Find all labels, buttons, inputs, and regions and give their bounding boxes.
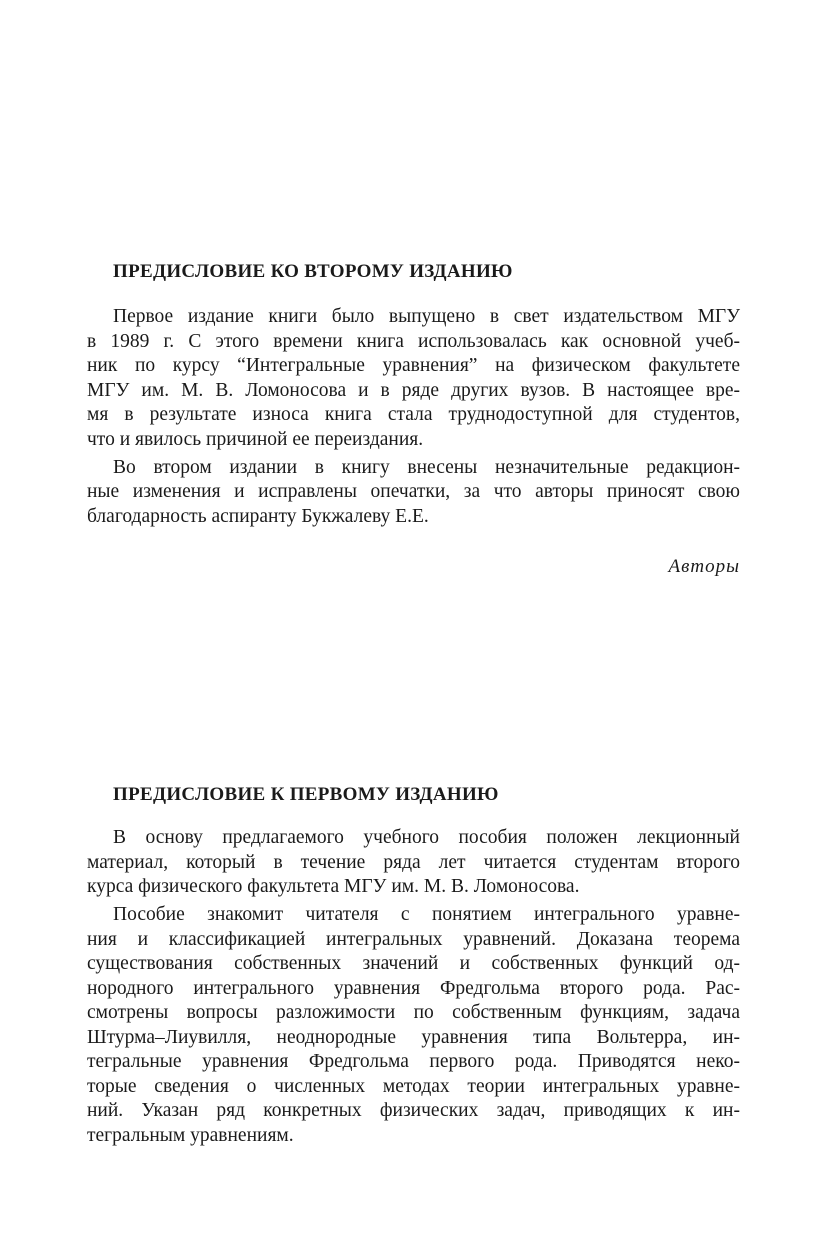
text-line: ник по курсу “Интегральные уравнения” на физическом факультете: [87, 355, 740, 376]
paragraph: [87, 826, 740, 900]
text-line: нородного интегрального уравнения Фредгольма второго рода. Рас-: [87, 977, 740, 999]
text-line: курса физического факультета МГУ им. М. В. Ломоносова.: [87, 876, 580, 897]
text-line: ний. Указан ряд конкретных физических задач, приводящих к ин-: [87, 1100, 740, 1121]
text-line: Штурма–Лиувилля, неоднородные уравнения типа Вольтерра, ин-: [87, 1026, 740, 1048]
section-body-first-edition: [87, 826, 740, 1148]
text-line: тегральные уравнения Фредгольма первого рода. Приводятся неко-: [87, 1051, 740, 1072]
text-line: МГУ им. М. В. Ломоносова и в ряде других вузов. В настоящее вре-: [87, 379, 740, 401]
text-line: В основу предлагаемого учебного пособия положен лекционный: [113, 827, 740, 848]
signature: Авторы: [668, 556, 740, 577]
text-line: смотрены вопросы разложимости по собственным функциям, задача: [87, 1002, 740, 1023]
text-line: торые сведения о численных методах теории интегральных уравне-: [87, 1075, 740, 1097]
paragraph: [87, 456, 740, 530]
text-line: материал, который в течение ряда лет читается студентам второго: [87, 851, 740, 873]
section-heading-second-edition: ПРЕДИСЛОВИЕ КО ВТОРОМУ ИЗДАНИЮ: [113, 261, 513, 282]
text-line: что и явилось причиной ее переиздания.: [87, 428, 424, 450]
text-line: Пособие знакомит читателя с понятием интегрального уравне-: [113, 904, 740, 925]
text-line: тегральным уравнениям.: [87, 1124, 294, 1146]
text-line: Во втором издании в книгу внесены незначительные редакцион-: [113, 456, 740, 478]
text-line: в 1989 г. С этого времени книга использовалась как основной учеб-: [87, 330, 740, 352]
text-line: ния и классификацией интегральных уравнений. Доказана теорема: [87, 928, 740, 950]
paragraph: [87, 305, 740, 452]
section-heading-first-edition: ПРЕДИСЛОВИЕ К ПЕРВОМУ ИЗДАНИЮ: [113, 784, 499, 805]
text-line: существования собственных значений и собственных функций од-: [87, 953, 740, 974]
text-line: мя в результате износа книга стала труднодоступной для студентов,: [87, 404, 740, 425]
text-line: Первое издание книги было выпущено в свет издательством МГУ: [113, 306, 740, 327]
text-line: благодарность аспиранту Букжалеву Е.Е.: [87, 505, 429, 527]
section-body-second-edition: [87, 305, 740, 529]
paragraph: [87, 903, 740, 1148]
text-line: ные изменения и исправлены опечатки, за что авторы приносят свою: [87, 481, 740, 502]
